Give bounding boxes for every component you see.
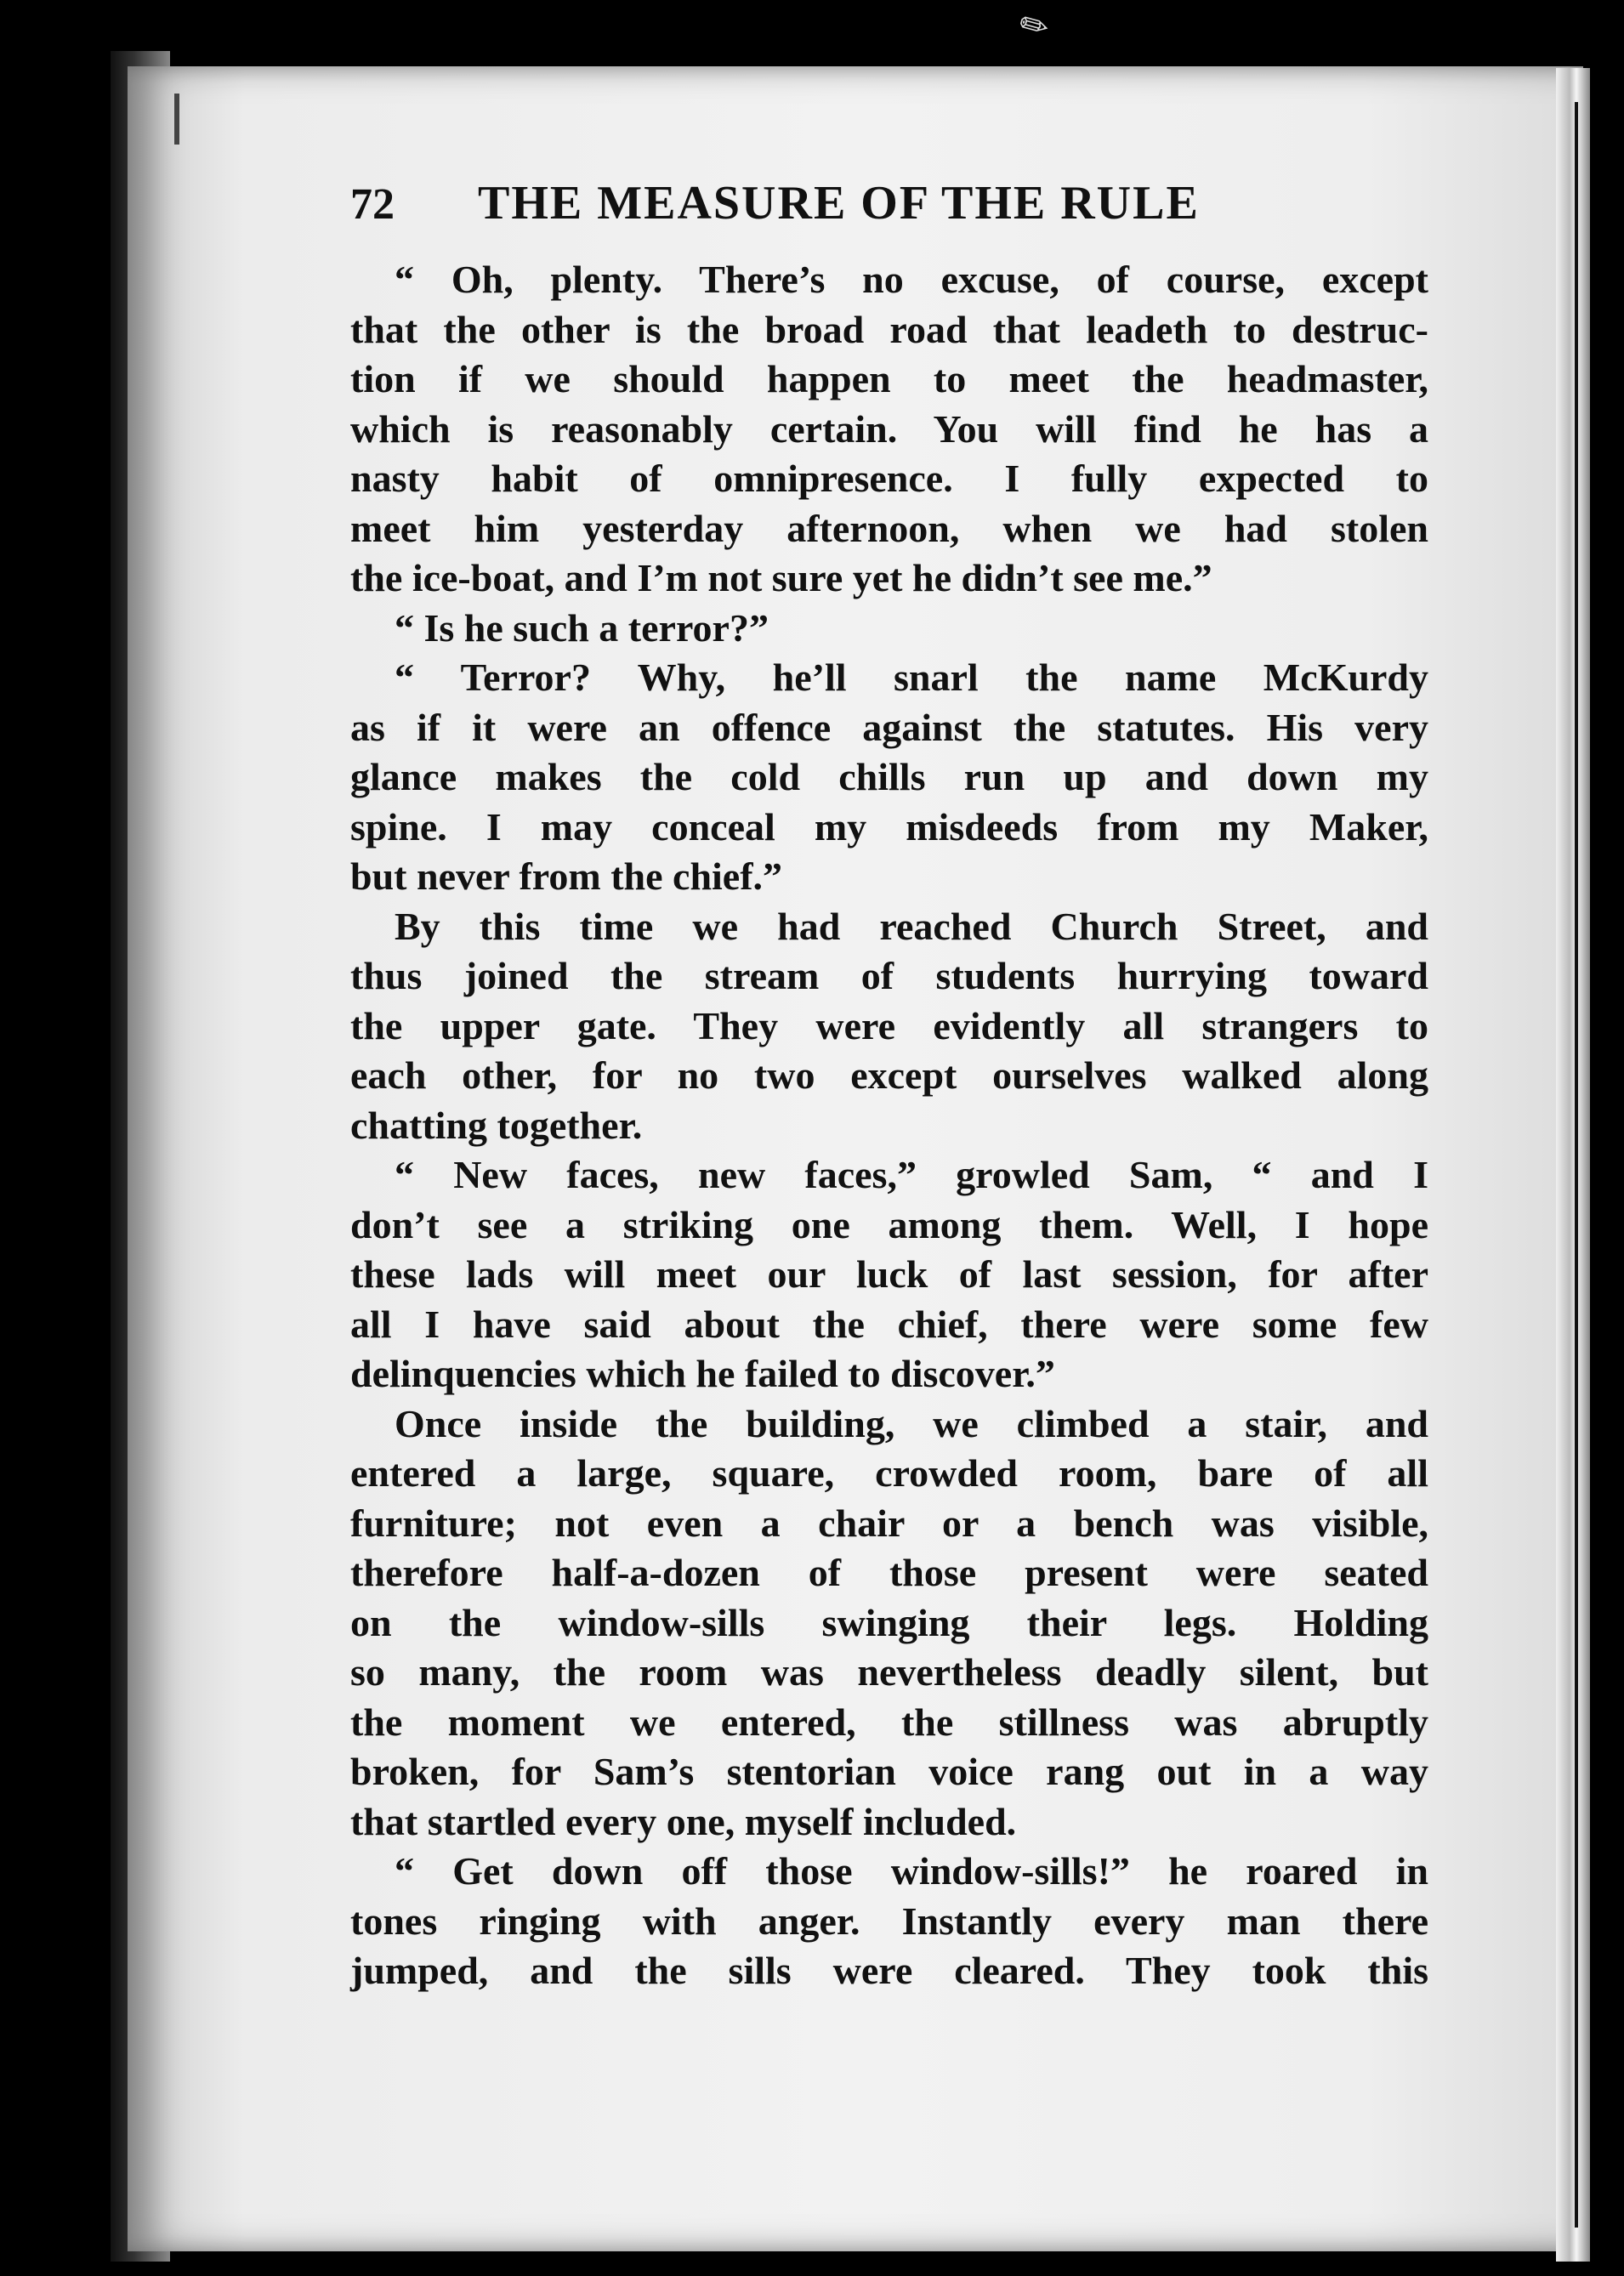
text-line: “ Get down off those window-sills!” he roared in [395,1849,1428,1893]
text-line: “ New faces, new faces,” growled Sam, “ and I [395,1153,1428,1196]
scan-artifact-tick [174,94,179,145]
text-line: tones ringing with anger. Instantly every man there [350,1899,1428,1943]
text-line: “ Terror? Why, he’ll snarl the name McKurdy [395,656,1428,699]
text-line: don’t see a striking one among them. Well, I hope [350,1202,1428,1246]
text-line: nasty habit of omnipresence. I fully expected to [350,457,1428,500]
text-line: the ice-boat, and I’m not sure yet he didn’t see me.” [350,556,1212,599]
paragraph [350,902,1428,1151]
text-line: but never from the chief.” [350,854,783,898]
text-line: furniture; not even a chair or a bench was visible, [350,1501,1428,1545]
text-line: that startled every one, myself included. [350,1799,1017,1843]
text-line: so many, the room was nevertheless deadly silent, but [350,1650,1428,1694]
text-line: chatting together. [350,1103,643,1147]
text-line: entered a large, square, crowded room, bare of all [350,1451,1428,1495]
paragraph [350,604,1428,654]
text-line: all I have said about the chief, there were some few [350,1302,1428,1346]
paragraph [350,1847,1428,1996]
text-line: Once inside the building, we climbed a stair, and [395,1401,1428,1445]
text-line: delinquencies which he failed to discover.” [350,1352,1055,1395]
page-edge [1556,68,1590,2262]
text-line: as if it were an offence against the statutes. His very [350,705,1428,749]
text-line: these lads will meet our luck of last session, for after [350,1252,1428,1296]
text-line: which is reasonably certain. You will find he has a [350,406,1428,451]
paragraph [350,255,1428,604]
paragraph [350,1150,1428,1399]
text-line: therefore half-a-dozen of those present were seated [350,1551,1428,1594]
text-line: the upper gate. They were evidently all strangers to [350,1003,1428,1047]
text-line: glance makes the cold chills run up and down my [350,755,1428,798]
text-line: “ Is he such a terror?” [395,605,769,650]
page-text [350,179,1428,1996]
running-head: THE MEASURE OF THE RULE [478,177,1200,230]
paragraph [350,653,1428,902]
text-line: meet him yesterday afternoon, when we had stolen [350,506,1428,550]
paragraph [350,1399,1428,1847]
text-line: spine. I may conceal my misdeeds from my Maker, [350,804,1428,849]
page-number: 72 [350,180,395,229]
text-line: the moment we entered, the stillness was abruptly [350,1700,1428,1744]
text-line: each other, for no two except ourselves walked along [350,1053,1428,1097]
page-edge-line [1575,102,1578,2228]
text-line: By this time we had reached Church Street, and [395,904,1428,948]
text-line: broken, for Sam’s stentorian voice rang out in a way [350,1750,1428,1793]
text-line: thus joined the stream of students hurrying toward [350,954,1428,997]
page-header [350,179,1428,255]
scan-artifact-mark: ✎ [1012,2,1057,51]
body-text [350,255,1428,1996]
text-line: that the other is the broad road that leadeth to destruc- [350,307,1428,351]
text-line: on the window-sills swinging their legs. Holding [350,1600,1428,1644]
text-line: tion if we should happen to meet the headmaster, [350,357,1428,400]
text-line: “ Oh, plenty. There’s no excuse, of course, except [395,258,1428,301]
text-line: jumped, and the sills were cleared. They took this [350,1949,1428,1992]
